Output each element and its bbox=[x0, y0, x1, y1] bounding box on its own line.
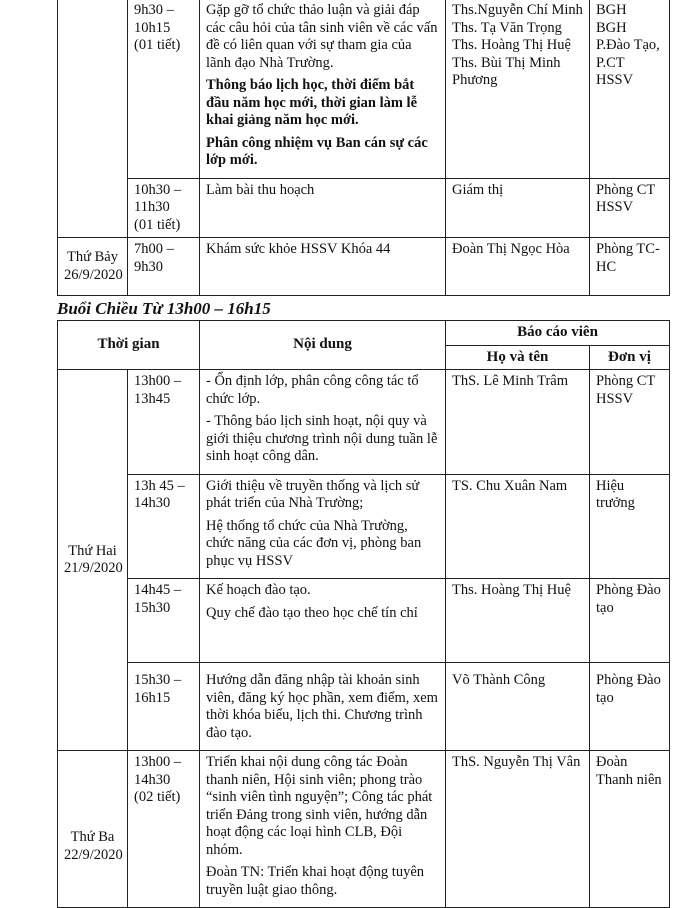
speaker-cell bbox=[446, 0, 590, 178]
time-line: 13h 45 – bbox=[134, 477, 185, 494]
table-row bbox=[58, 474, 670, 579]
speaker-name: Giám thị bbox=[452, 181, 504, 198]
unit-line: BGH bbox=[596, 19, 627, 36]
day-date: 26/9/2020 bbox=[64, 266, 123, 283]
content-paragraph: Hệ thống tổ chức của Nhà Trường, chức năng của các đơn vị, phòng ban phục vụ HSSV bbox=[206, 517, 422, 569]
day-date: 21/9/2020 bbox=[64, 560, 123, 576]
time-cell bbox=[128, 663, 200, 751]
unit-line: Phòng CT HSSV bbox=[596, 181, 655, 215]
table-row bbox=[58, 370, 670, 475]
unit-line: Phòng TC-HC bbox=[596, 241, 660, 275]
day-name: Thứ Hai bbox=[68, 542, 117, 559]
unit-line: BGH bbox=[596, 2, 627, 18]
time-line: (01 tiết) bbox=[134, 216, 181, 233]
time-cell bbox=[128, 178, 200, 238]
time-line: 14h45 – bbox=[134, 582, 182, 598]
speaker-name: Võ Thành Công bbox=[452, 672, 546, 688]
content-cell bbox=[200, 178, 446, 238]
time-line: 14h30 bbox=[134, 495, 171, 511]
unit-line: Phòng Đào tạo bbox=[596, 672, 661, 706]
unit-cell bbox=[590, 238, 670, 296]
time-line: 16h15 bbox=[134, 689, 171, 706]
time-line: 10h30 – bbox=[134, 181, 182, 198]
table-row bbox=[58, 579, 670, 663]
header-reporter: Báo cáo viên bbox=[446, 321, 670, 346]
time-line: 7h00 – bbox=[134, 241, 174, 257]
content-paragraph: Kế hoạch đào tạo. bbox=[206, 582, 311, 598]
table-row bbox=[58, 663, 670, 751]
content-paragraph: Gặp gỡ tổ chức thảo luận và giải đáp các câu hỏi của tân sinh viên về các vấn đề có liên quan với sự tham gia của lãnh đạo Nhà Trường. bbox=[206, 2, 438, 71]
time-line: 15h30 bbox=[134, 599, 171, 616]
time-line: 9h30 – bbox=[134, 2, 174, 18]
content-paragraph: Phân công nhiệm vụ Ban cán sự các lớp mới. bbox=[206, 134, 428, 168]
table-row bbox=[58, 238, 670, 296]
section-title: Buổi Chiều Từ 13h00 – 16h15 bbox=[57, 299, 271, 318]
time-line: 10h15 bbox=[134, 19, 171, 36]
table-row bbox=[58, 0, 670, 178]
content-paragraph: Đoàn TN: Triển khai hoạt động tuyên truyền luật giao thông. bbox=[206, 864, 425, 898]
content-paragraph: Triển khai nội dung công tác Đoàn thanh niên, Hội sinh viên; phong trào “sinh viên tình nguyện”; Công tác phát triển Đảng trong sinh viên, hướng dẫn hoạt động các loại hình CLB, Đội nhóm. bbox=[206, 754, 433, 858]
afternoon-schedule-table bbox=[57, 320, 670, 908]
speaker-cell: Ths. Hoàng Thị Huệ bbox=[446, 579, 590, 663]
content-paragraph: Thông báo lịch học, thời điểm bắt đầu năm học mới, thời gian làm lễ khai giảng năm học mới. bbox=[206, 77, 418, 128]
speaker-cell bbox=[446, 663, 590, 751]
speaker-cell: ThS. Nguyễn Thị Vân bbox=[446, 751, 590, 908]
content-paragraph: Làm bài thu hoạch bbox=[206, 181, 315, 198]
header-time: Thời gian bbox=[58, 321, 200, 370]
time-cell bbox=[128, 0, 200, 178]
content-paragraph: Hướng dẫn đăng nhập tài khoản sinh viên, đăng ký học phần, xem điểm, xem thời khóa biểu, lịch thi. Chương trình đào tạo. bbox=[206, 672, 438, 741]
day-name: Thứ Bảy bbox=[67, 249, 118, 265]
header-name: Họ và tên bbox=[446, 345, 590, 370]
day-name: Thứ Ba bbox=[70, 829, 115, 845]
unit-cell: Đoàn Thanh niên bbox=[590, 751, 670, 908]
time-cell bbox=[128, 751, 200, 908]
content-cell bbox=[200, 474, 446, 579]
content-cell bbox=[200, 370, 446, 475]
content-cell bbox=[200, 751, 446, 908]
morning-schedule-table bbox=[57, 0, 670, 296]
content-paragraph: - Ổn định lớp, phân công công tác tổ chức lớp. bbox=[206, 373, 419, 407]
speaker-name: Đoàn Thị Ngọc Hòa bbox=[452, 241, 570, 257]
speaker-cell: TS. Chu Xuân Nam bbox=[446, 474, 590, 579]
time-cell bbox=[128, 474, 200, 579]
unit-cell bbox=[590, 0, 670, 178]
header-content: Nội dung bbox=[200, 321, 446, 370]
header-row bbox=[58, 321, 670, 346]
content-cell bbox=[200, 238, 446, 296]
content-cell bbox=[200, 663, 446, 751]
day-cell bbox=[58, 751, 128, 908]
day-date: 22/9/2020 bbox=[64, 846, 123, 863]
time-line: 11h30 bbox=[134, 199, 170, 215]
unit-cell bbox=[590, 178, 670, 238]
content-cell bbox=[200, 0, 446, 178]
content-paragraph: Giới thiệu về truyền thống và lịch sử phát triển của Nhà Trường; bbox=[206, 477, 420, 511]
time-cell bbox=[128, 579, 200, 663]
speaker-cell: ThS. Lê Minh Trâm bbox=[446, 370, 590, 475]
content-paragraph: Quy chế đào tạo theo học chế tín chỉ bbox=[206, 604, 418, 621]
table-row bbox=[58, 178, 670, 238]
time-line: 13h00 – bbox=[134, 373, 182, 389]
content-cell bbox=[200, 579, 446, 663]
speaker-name: Ths.Nguyễn Chí Minh bbox=[452, 2, 583, 18]
content-paragraph: Khám sức khỏe HSSV Khóa 44 bbox=[206, 241, 391, 257]
time-line: 15h30 – bbox=[134, 672, 182, 688]
day-cell bbox=[58, 238, 128, 296]
unit-cell bbox=[590, 663, 670, 751]
day-cell bbox=[58, 0, 128, 238]
unit-cell: Phòng CT HSSV bbox=[590, 370, 670, 475]
unit-line: P.CT HSSV bbox=[596, 54, 634, 88]
time-line: (01 tiết) bbox=[134, 37, 181, 53]
unit-line: P.Đào Tạo, bbox=[596, 37, 660, 53]
time-cell bbox=[128, 370, 200, 475]
time-line: 13h00 – bbox=[134, 754, 182, 770]
unit-cell: Hiệu trưởng bbox=[590, 474, 670, 579]
speaker-name: Ths. Tạ Văn Trọng bbox=[452, 19, 562, 36]
day-cell bbox=[58, 370, 128, 751]
speaker-name: Ths. Bùi Thị Minh Phương bbox=[452, 54, 561, 88]
content-paragraph: - Thông báo lịch sinh hoạt, nội quy và giới thiệu chương trình nội dung tuần lễ sinh hoạt công dân. bbox=[206, 413, 438, 464]
time-line: (02 tiết) bbox=[134, 789, 181, 805]
header-unit: Đơn vị bbox=[590, 345, 670, 370]
speaker-name: Ths. Hoàng Thị Huệ bbox=[452, 37, 571, 53]
time-line: 13h45 bbox=[134, 390, 171, 407]
speaker-cell bbox=[446, 238, 590, 296]
unit-cell: Phòng Đào tạo bbox=[590, 579, 670, 663]
time-line: 14h30 bbox=[134, 771, 171, 788]
time-cell bbox=[128, 238, 200, 296]
time-line: 9h30 bbox=[134, 258, 163, 275]
table-row bbox=[58, 751, 670, 908]
speaker-cell bbox=[446, 178, 590, 238]
